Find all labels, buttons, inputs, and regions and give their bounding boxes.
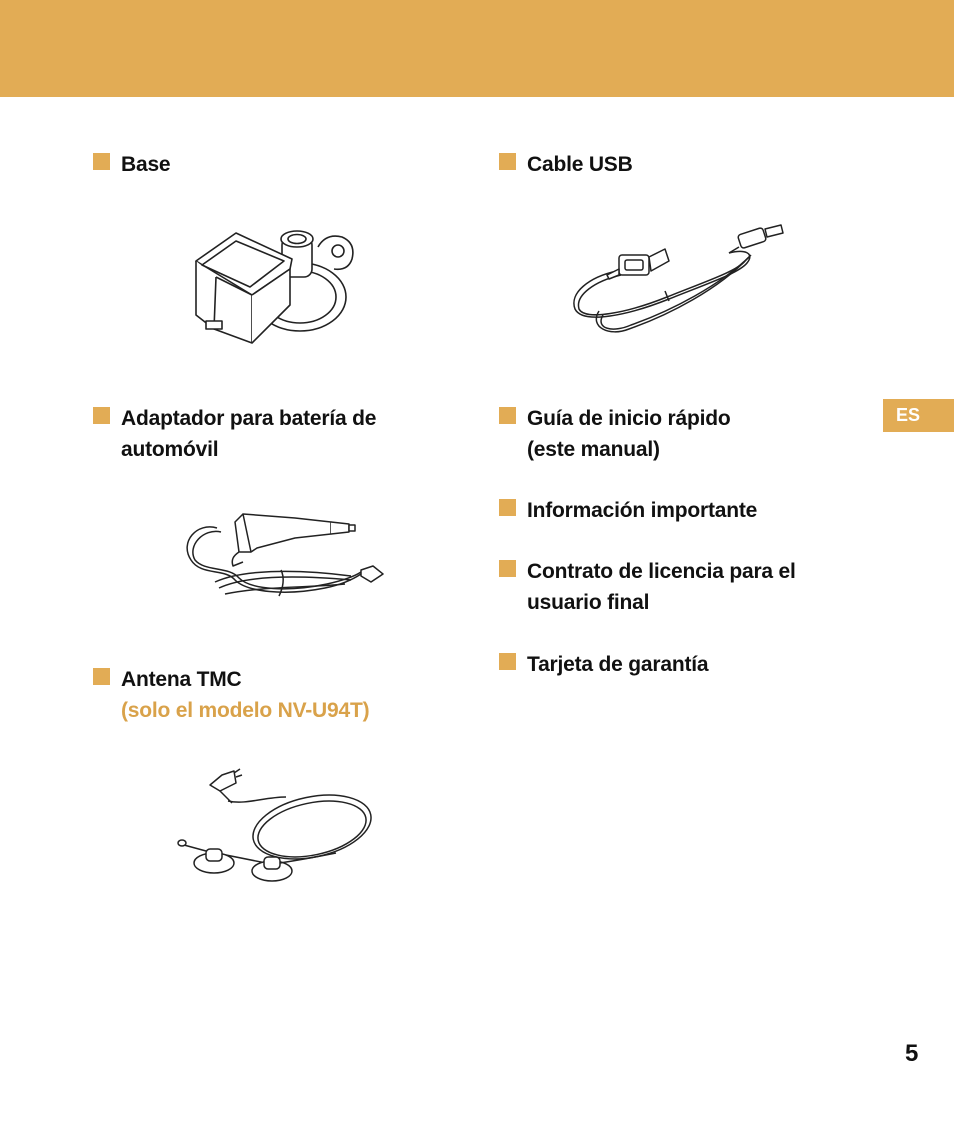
item-important-info [499, 495, 757, 526]
header-band [0, 0, 954, 97]
bullet-square [499, 653, 516, 670]
item-car-adapter [93, 403, 376, 465]
bullet-square [93, 407, 110, 424]
item-label-line-2: automóvil [121, 438, 219, 461]
bullet-square [499, 499, 516, 516]
item-label: Información importante [527, 499, 758, 522]
item-label: Antena TMC [121, 668, 242, 691]
item-tmc-antenna [93, 664, 369, 726]
item-label-line-2: usuario final [527, 591, 650, 614]
item-label-line-2: (este manual) [527, 438, 660, 461]
item-quick-start-guide [499, 403, 731, 465]
usb-cable-illustration [569, 219, 793, 342]
item-label: Cable USB [527, 153, 633, 176]
item-warranty-card [499, 649, 708, 680]
bullet-square [499, 407, 516, 424]
language-tab: ES [883, 399, 954, 432]
item-label-line-1: Adaptador para batería de [121, 407, 377, 430]
suction-cradle-mount-illustration [190, 225, 362, 350]
item-base [93, 149, 170, 180]
page-number: 5 [905, 1040, 919, 1067]
bullet-square [93, 668, 110, 685]
item-label-line-1: Contrato de licencia para el [527, 560, 796, 583]
bullet-square [499, 560, 516, 577]
tmc-antenna-illustration [176, 767, 374, 885]
item-usb-cable [499, 149, 633, 180]
bullet-square [93, 153, 110, 170]
item-license-agreement [499, 556, 796, 618]
bullet-square [499, 153, 516, 170]
car-battery-adapter-illustration [185, 508, 390, 605]
item-model-note: (solo el modelo NV-U94T) [121, 699, 370, 722]
item-label: Base [121, 153, 171, 176]
item-label: Tarjeta de garantía [527, 653, 709, 676]
item-label-line-1: Guía de inicio rápido [527, 407, 731, 430]
